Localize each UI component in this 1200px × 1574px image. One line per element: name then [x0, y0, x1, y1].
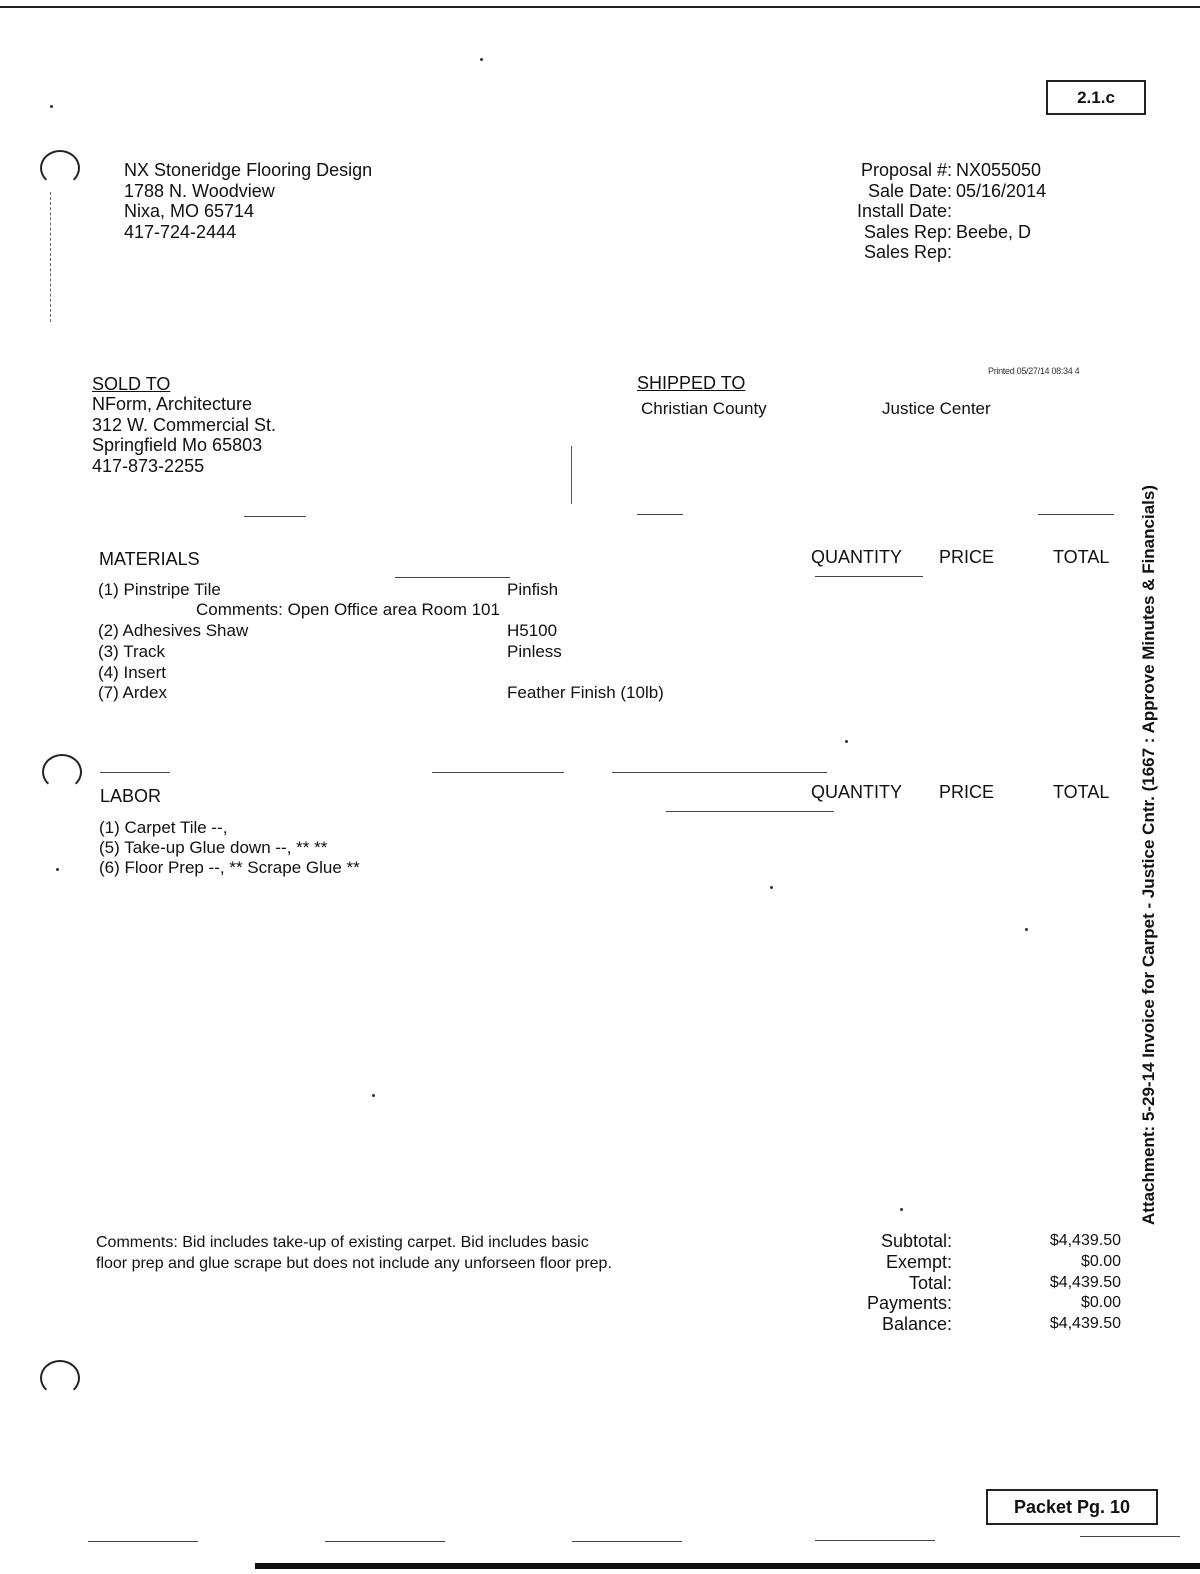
materials-total-header: TOTAL: [1053, 547, 1110, 567]
labor-title: LABOR: [100, 786, 162, 806]
sale-date-label: Sale Date:: [867, 180, 952, 201]
balance-value: $4,439.50: [1049, 1315, 1121, 1333]
scan-mark: [395, 577, 510, 578]
scan-mark: [571, 446, 572, 504]
install-date-value: [952, 201, 956, 222]
totals-block: [840, 1231, 1121, 1335]
materials-item-name: (1) Pinstripe Tile: [98, 580, 221, 599]
materials-item-comment: Comments: Open Office area Room 101: [196, 600, 500, 619]
punch-hole-icon: [40, 1360, 80, 1396]
scan-mark: [637, 514, 683, 515]
total-value: $4,439.50: [1049, 1273, 1121, 1291]
scan-speck: [480, 58, 483, 61]
proposal-number-label: Proposal #:: [860, 160, 952, 180]
materials-item-name: (4) Insert: [98, 663, 167, 682]
sold-to-line: Springfield Mo 65803: [92, 435, 263, 455]
punch-hole-icon: [40, 150, 80, 186]
labor-price-header: PRICE: [939, 782, 995, 802]
sold-to-block: [92, 394, 276, 476]
scan-mark: [100, 772, 170, 773]
exempt-value: $0.00: [1080, 1252, 1121, 1270]
labor-quantity-header: QUANTITY: [811, 782, 903, 802]
company-name: NX Stoneridge Flooring Design: [124, 160, 373, 180]
attachment-vertical-label: Attachment: 5-29-14 Invoice for Carpet - Justice Cntr. (1667 : Approve Minutes & Financials): [1139, 485, 1158, 1225]
scan-mark: [50, 192, 52, 322]
materials-quantity-header: QUANTITY: [811, 547, 903, 567]
sold-to-line: 417-873-2255: [92, 455, 205, 476]
scan-mark: [1080, 1536, 1180, 1537]
labor-item: (1) Carpet Tile --,: [99, 818, 228, 837]
materials-price-header: PRICE: [939, 547, 995, 567]
packet-page-box: Packet Pg. 10: [986, 1489, 1158, 1525]
sale-date-value: 05/16/2014: [956, 180, 1047, 201]
company-block: [124, 160, 372, 242]
scan-speck: [1025, 928, 1028, 931]
materials-item-name: (7) Ardex: [98, 683, 167, 702]
scan-mark: [572, 1541, 682, 1542]
proposal-block: [840, 160, 1046, 263]
labor-item: (6) Floor Prep --, ** Scrape Glue **: [99, 858, 360, 877]
sales-rep2-value: [952, 242, 956, 263]
scan-mark: [1038, 514, 1114, 515]
materials-item-detail: Pinless: [507, 642, 562, 661]
materials-item-detail: H5100: [507, 621, 558, 640]
scan-speck: [845, 740, 848, 743]
shipped-to-center: Justice Center: [882, 399, 991, 418]
company-address-line1: 1788 N. Woodview: [124, 180, 275, 201]
comments-text: Comments: Bid includes take-up of existing carpet. Bid includes basic floor prep and glue scrape but does not include any unforseen floor prep.: [96, 1234, 612, 1272]
labor-item: (5) Take-up Glue down --, ** **: [99, 838, 328, 857]
shipped-to-county: Christian County: [641, 399, 767, 418]
scan-mark: [88, 1541, 198, 1542]
sales-rep-label: Sales Rep:: [863, 221, 952, 242]
subtotal-value: $4,439.50: [1049, 1232, 1121, 1249]
sold-to-line: NForm, Architecture: [92, 394, 253, 414]
bottom-rule: [255, 1563, 1200, 1569]
scan-speck: [56, 868, 59, 871]
company-address-line2: Nixa, MO 65714: [124, 201, 255, 221]
materials-title: MATERIALS: [99, 549, 200, 569]
labor-total-header: TOTAL: [1053, 782, 1110, 802]
shipped-to-title: SHIPPED TO: [637, 373, 746, 393]
scan-speck: [372, 1094, 375, 1097]
scan-mark: [325, 1541, 445, 1542]
install-date-label: Install Date:: [856, 201, 952, 221]
materials-item-detail: Pinfish: [507, 580, 559, 599]
materials-item-detail: Feather Finish (10lb): [507, 683, 664, 702]
sales-rep2-label: Sales Rep:: [863, 242, 952, 262]
scan-mark: [815, 576, 923, 577]
scan-mark: [244, 516, 306, 517]
subtotal-label: Subtotal:: [880, 1231, 952, 1251]
scan-mark: [666, 811, 834, 812]
company-phone: 417-724-2444: [124, 221, 237, 242]
sold-to-title: SOLD TO: [92, 374, 171, 394]
payments-label: Payments:: [866, 1293, 952, 1314]
payments-value: $0.00: [1080, 1294, 1121, 1312]
scan-speck: [770, 886, 773, 889]
scan-mark: [612, 772, 827, 773]
balance-label: Balance:: [881, 1314, 952, 1335]
scan-speck: [50, 105, 53, 108]
scan-mark: [815, 1540, 935, 1541]
printed-stamp: Printed 05/27/14 08:34 4: [988, 366, 1080, 376]
top-rule: [0, 6, 1200, 8]
scan-mark: [432, 772, 564, 773]
exempt-label: Exempt:: [885, 1251, 952, 1272]
sales-rep-value: Beebe, D: [956, 221, 1032, 242]
punch-hole-icon: [42, 754, 82, 790]
total-label: Total:: [908, 1272, 952, 1293]
materials-item-name: (2) Adhesives Shaw: [98, 621, 249, 640]
materials-item-name: (3) Track: [98, 642, 166, 661]
tag-box: 2.1.c: [1046, 80, 1146, 115]
sold-to-line: 312 W. Commercial St.: [92, 414, 277, 435]
proposal-number-value: NX055050: [956, 160, 1042, 180]
scan-speck: [900, 1208, 903, 1211]
